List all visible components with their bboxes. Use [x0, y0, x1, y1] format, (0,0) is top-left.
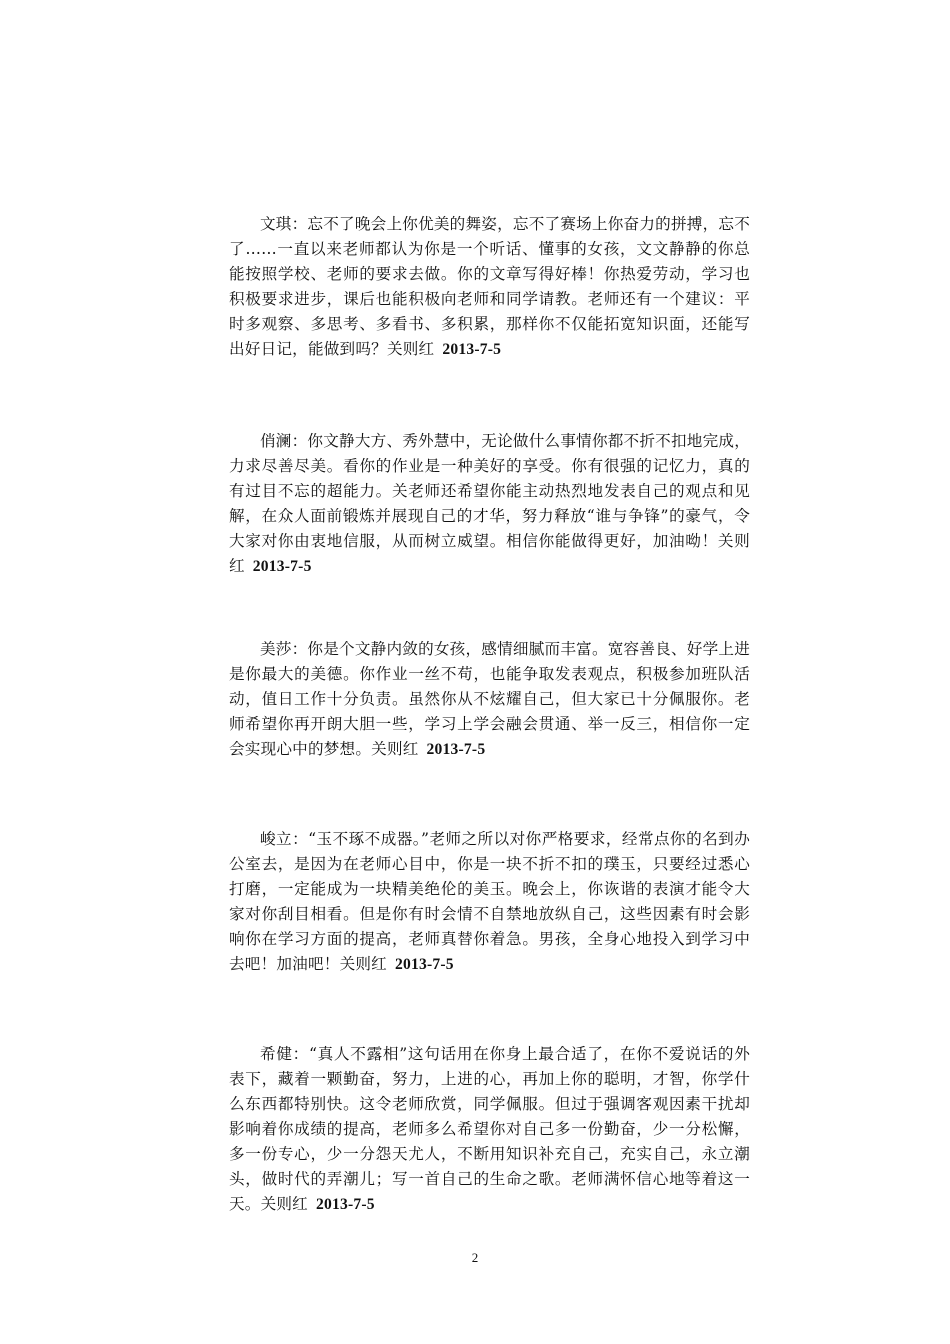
- comment-date: 2013-7-5: [442, 341, 502, 358]
- comment-date: 2013-7-5: [315, 1196, 375, 1213]
- comment-date: 2013-7-5: [252, 558, 312, 575]
- teacher-signature: 关则红: [386, 340, 435, 358]
- comment-paragraph: [229, 637, 750, 762]
- comment-text: 文琪：忘不了晚会上你优美的舞姿，忘不了赛场上你奋力的拼搏，忘不了……一直以来老师都认为你是一个听话、懂事的女孩，文文静静的你总能按照学校、老师的要求去做。你的文章写得好棒！你热爱劳动，学习也积极要求进步，课后也能积极向老师和同学请教。老师还有一个建议：平时多观察、多思考、多看书、多积累，那样你不仅能拓宽知识面，还能写出好日记，能做到吗？: [229, 215, 750, 358]
- teacher-signature: 关则红: [371, 740, 419, 758]
- comment-paragraph: [229, 429, 750, 579]
- teacher-signature: 关则红: [339, 955, 387, 973]
- comment-date: 2013-7-5: [394, 956, 454, 973]
- page-number: 2: [471, 1250, 479, 1265]
- comment-paragraph: [229, 212, 750, 362]
- comment-date: 2013-7-5: [426, 741, 486, 758]
- teacher-signature: 关则红: [229, 532, 750, 575]
- teacher-signature: 关则红: [260, 1195, 308, 1213]
- comment-text: 峻立：“玉不琢不成器。”老师之所以对你严格要求，经常点你的名到办公室去，是因为在老师心目中，你是一块不折不扣的璞玉，只要经过悉心打磨，一定能成为一块精美绝伦的美玉。晚会上，你诙谐的表演才能令大家对你刮目相看。但是你有时会情不自禁地放纵自己，这些因素有时会影响你在学习方面的提高，老师真替你着急。男孩，全身心地投入到学习中去吧！加油吧！: [229, 830, 750, 973]
- comment-paragraph: [229, 1042, 750, 1217]
- comment-text: 俏澜：你文静大方、秀外慧中，无论做什么事情你都不折不扣地完成，力求尽善尽美。看你的作业是一种美好的享受。你有很强的记忆力，真的有过目不忘的超能力。关老师还希望你能主动热烈地发表自己的观点和见解，在众人面前锻炼并展现自己的才华，努力释放“谁与争锋”的豪气，令大家对你由衷地信服，从而树立威望。相信你能做得更好，加油呦！: [229, 432, 750, 550]
- comment-text: 美莎：你是个文静内敛的女孩，感情细腻而丰富。宽容善良、好学上进是你最大的美德。你作业一丝不苟，也能争取发表观点，积极参加班队活动，值日工作十分负责。虽然你从不炫耀自己，但大家已十分佩服你。老师希望你再开朗大胆一些，学习上学会融会贯通、举一反三，相信你一定会实现心中的梦想。: [229, 640, 750, 758]
- comment-paragraph: [229, 827, 750, 977]
- comment-text: 希健：“真人不露相”这句话用在你身上最合适了，在你不爱说话的外表下，藏着一颗勤奋，努力，上进的心，再加上你的聪明，才智，你学什么东西都特别快。这令老师欣赏，同学佩服。但过于强调客观因素干扰却影响着你成绩的提高，老师多么希望你对自己多一份勤奋，少一分松懈，多一份专心，少一分怨天尤人，不断用知识补充自己，充实自己，永立潮头，做时代的弄潮儿；写一首自己的生命之歌。老师满怀信心地等着这一天。: [229, 1045, 750, 1213]
